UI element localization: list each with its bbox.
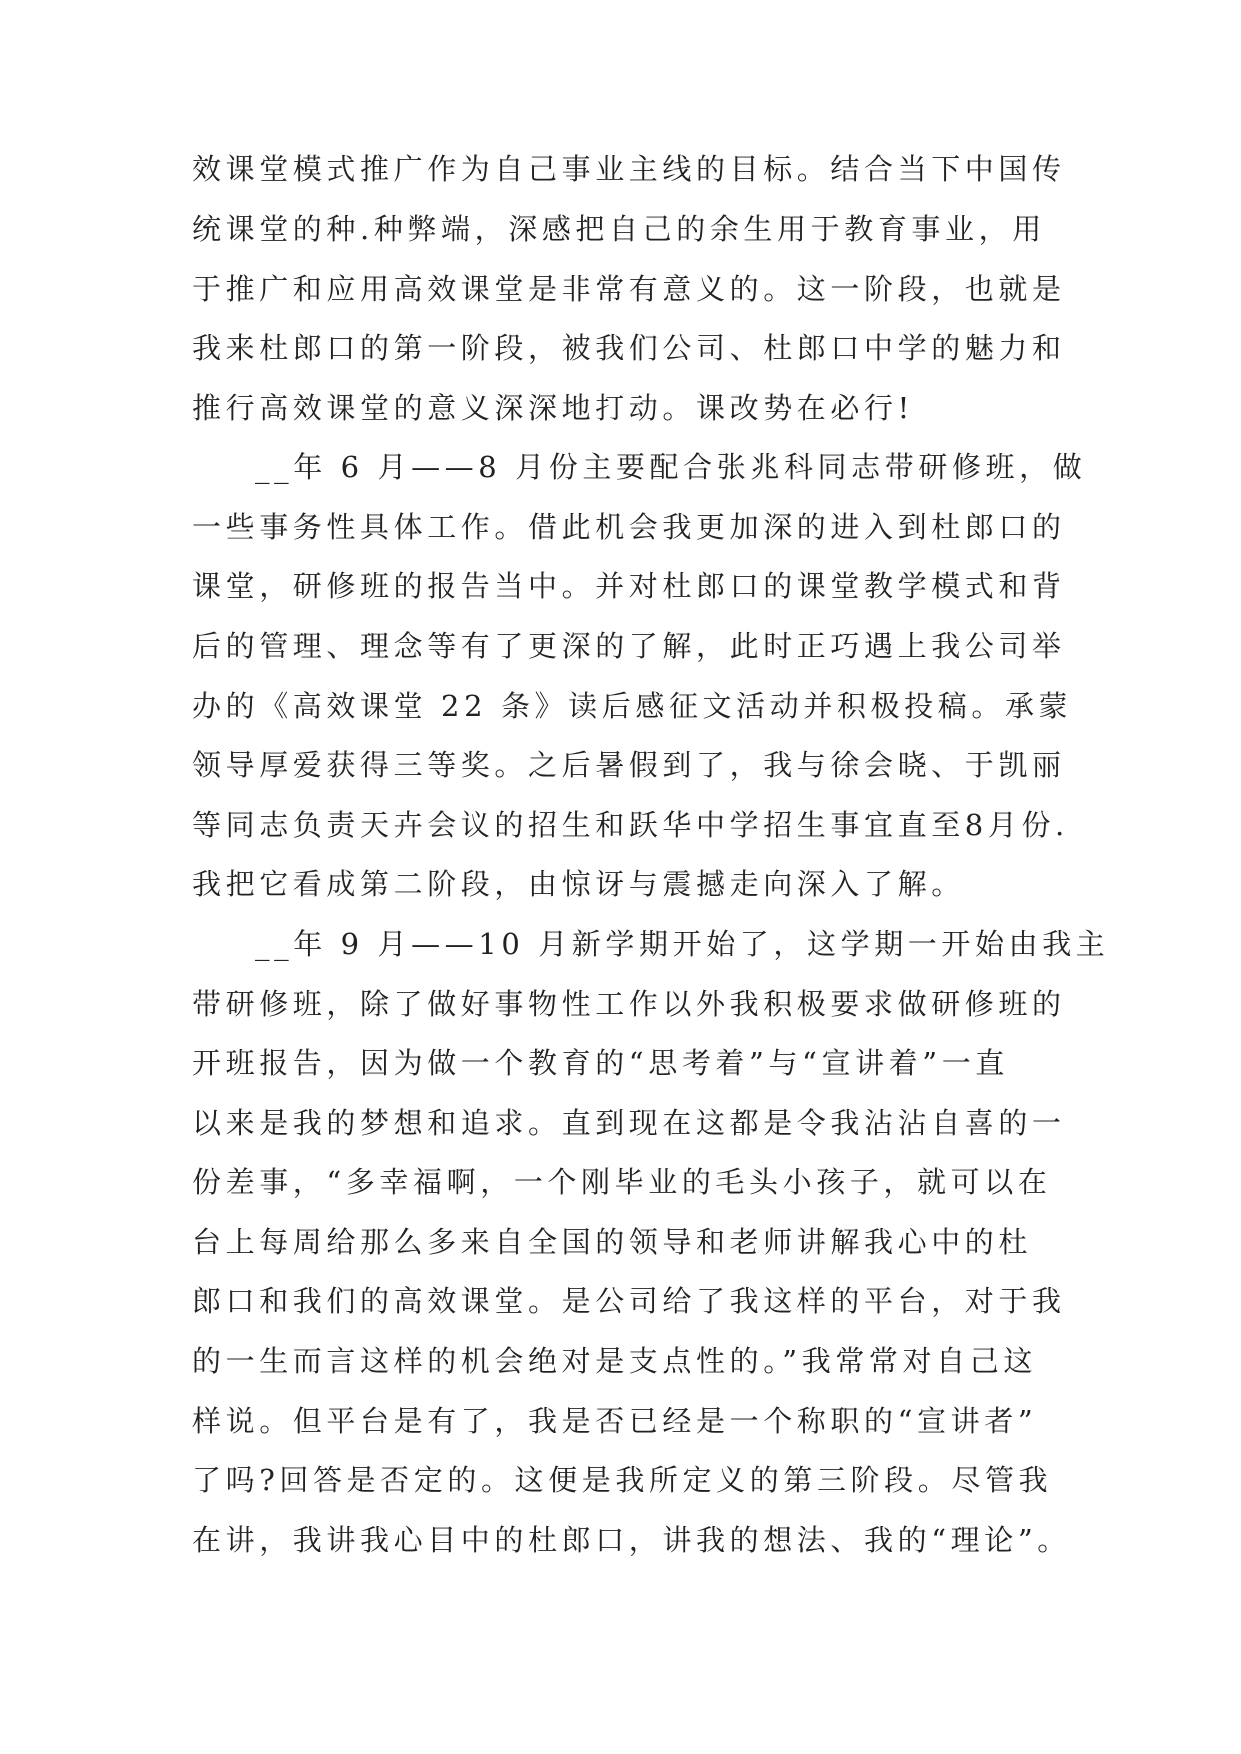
text-line: __年 9 月——10 月新学期开始了，这学期一开始由我主 bbox=[255, 927, 1110, 961]
text-line: 于推广和应用高效课堂是非常有意义的。这一阶段，也就是 bbox=[192, 272, 1066, 306]
text-line: 等同志负责天卉会议的招生和跃华中学招生事宜直至8月份. bbox=[192, 808, 1069, 842]
text-line: __年 6 月——8 月份主要配合张兆科同志带研修班，做 bbox=[255, 450, 1087, 484]
text-line: 份差事，“多幸福啊，一个刚毕业的毛头小孩子，就可以在 bbox=[192, 1165, 1052, 1199]
text-line: 台上每周给那么多来自全国的领导和老师讲解我心中的杜 bbox=[192, 1225, 1033, 1259]
text-line: 在讲，我讲我心目中的杜郎口，讲我的想法、我的“理论”。 bbox=[192, 1523, 1071, 1557]
text-line: 效课堂模式推广作为自己事业主线的目标。结合当下中国传 bbox=[192, 152, 1066, 186]
text-line: 以来是我的梦想和追求。直到现在这都是令我沾沾自喜的一 bbox=[192, 1106, 1066, 1140]
text-line: 开班报告，因为做一个教育的“思考着”与“宣讲着”一直 bbox=[192, 1046, 1009, 1080]
text-line: 带研修班，除了做好事物性工作以外我积极要求做研修班的 bbox=[192, 987, 1066, 1021]
text-line: 课堂，研修班的报告当中。并对杜郎口的课堂教学模式和背 bbox=[192, 569, 1066, 603]
text-line: 样说。但平台是有了，我是否已经是一个称职的“宣讲者” bbox=[192, 1404, 1038, 1438]
text-line: 推行高效课堂的意义深深地打动。课改势在必行! bbox=[192, 391, 914, 425]
text-line: 领导厚爱获得三等奖。之后暑假到了，我与徐会晓、于凯丽 bbox=[192, 748, 1066, 782]
text-line: 一些事务性具体工作。借此机会我更加深的进入到杜郎口的 bbox=[192, 510, 1066, 544]
text-line: 后的管理、理念等有了更深的了解，此时正巧遇上我公司举 bbox=[192, 629, 1066, 663]
text-line: 统课堂的种.种弊端，深感把自己的余生用于教育事业，用 bbox=[192, 212, 1046, 246]
text-line: 的一生而言这样的机会绝对是支点性的。”我常常对自己这 bbox=[192, 1344, 1037, 1378]
text-line: 办的《高效课堂 22 条》读后感征文活动并积极投稿。承蒙 bbox=[192, 689, 1073, 723]
text-line: 郎口和我们的高效课堂。是公司给了我这样的平台，对于我 bbox=[192, 1284, 1066, 1318]
text-line: 我把它看成第二阶段，由惊讶与震撼走向深入了解。 bbox=[192, 867, 965, 901]
text-line: 我来杜郎口的第一阶段，被我们公司、杜郎口中学的魅力和 bbox=[192, 331, 1066, 365]
text-line: 了吗?回答是否定的。这便是我所定义的第三阶段。尽管我 bbox=[192, 1463, 1053, 1497]
